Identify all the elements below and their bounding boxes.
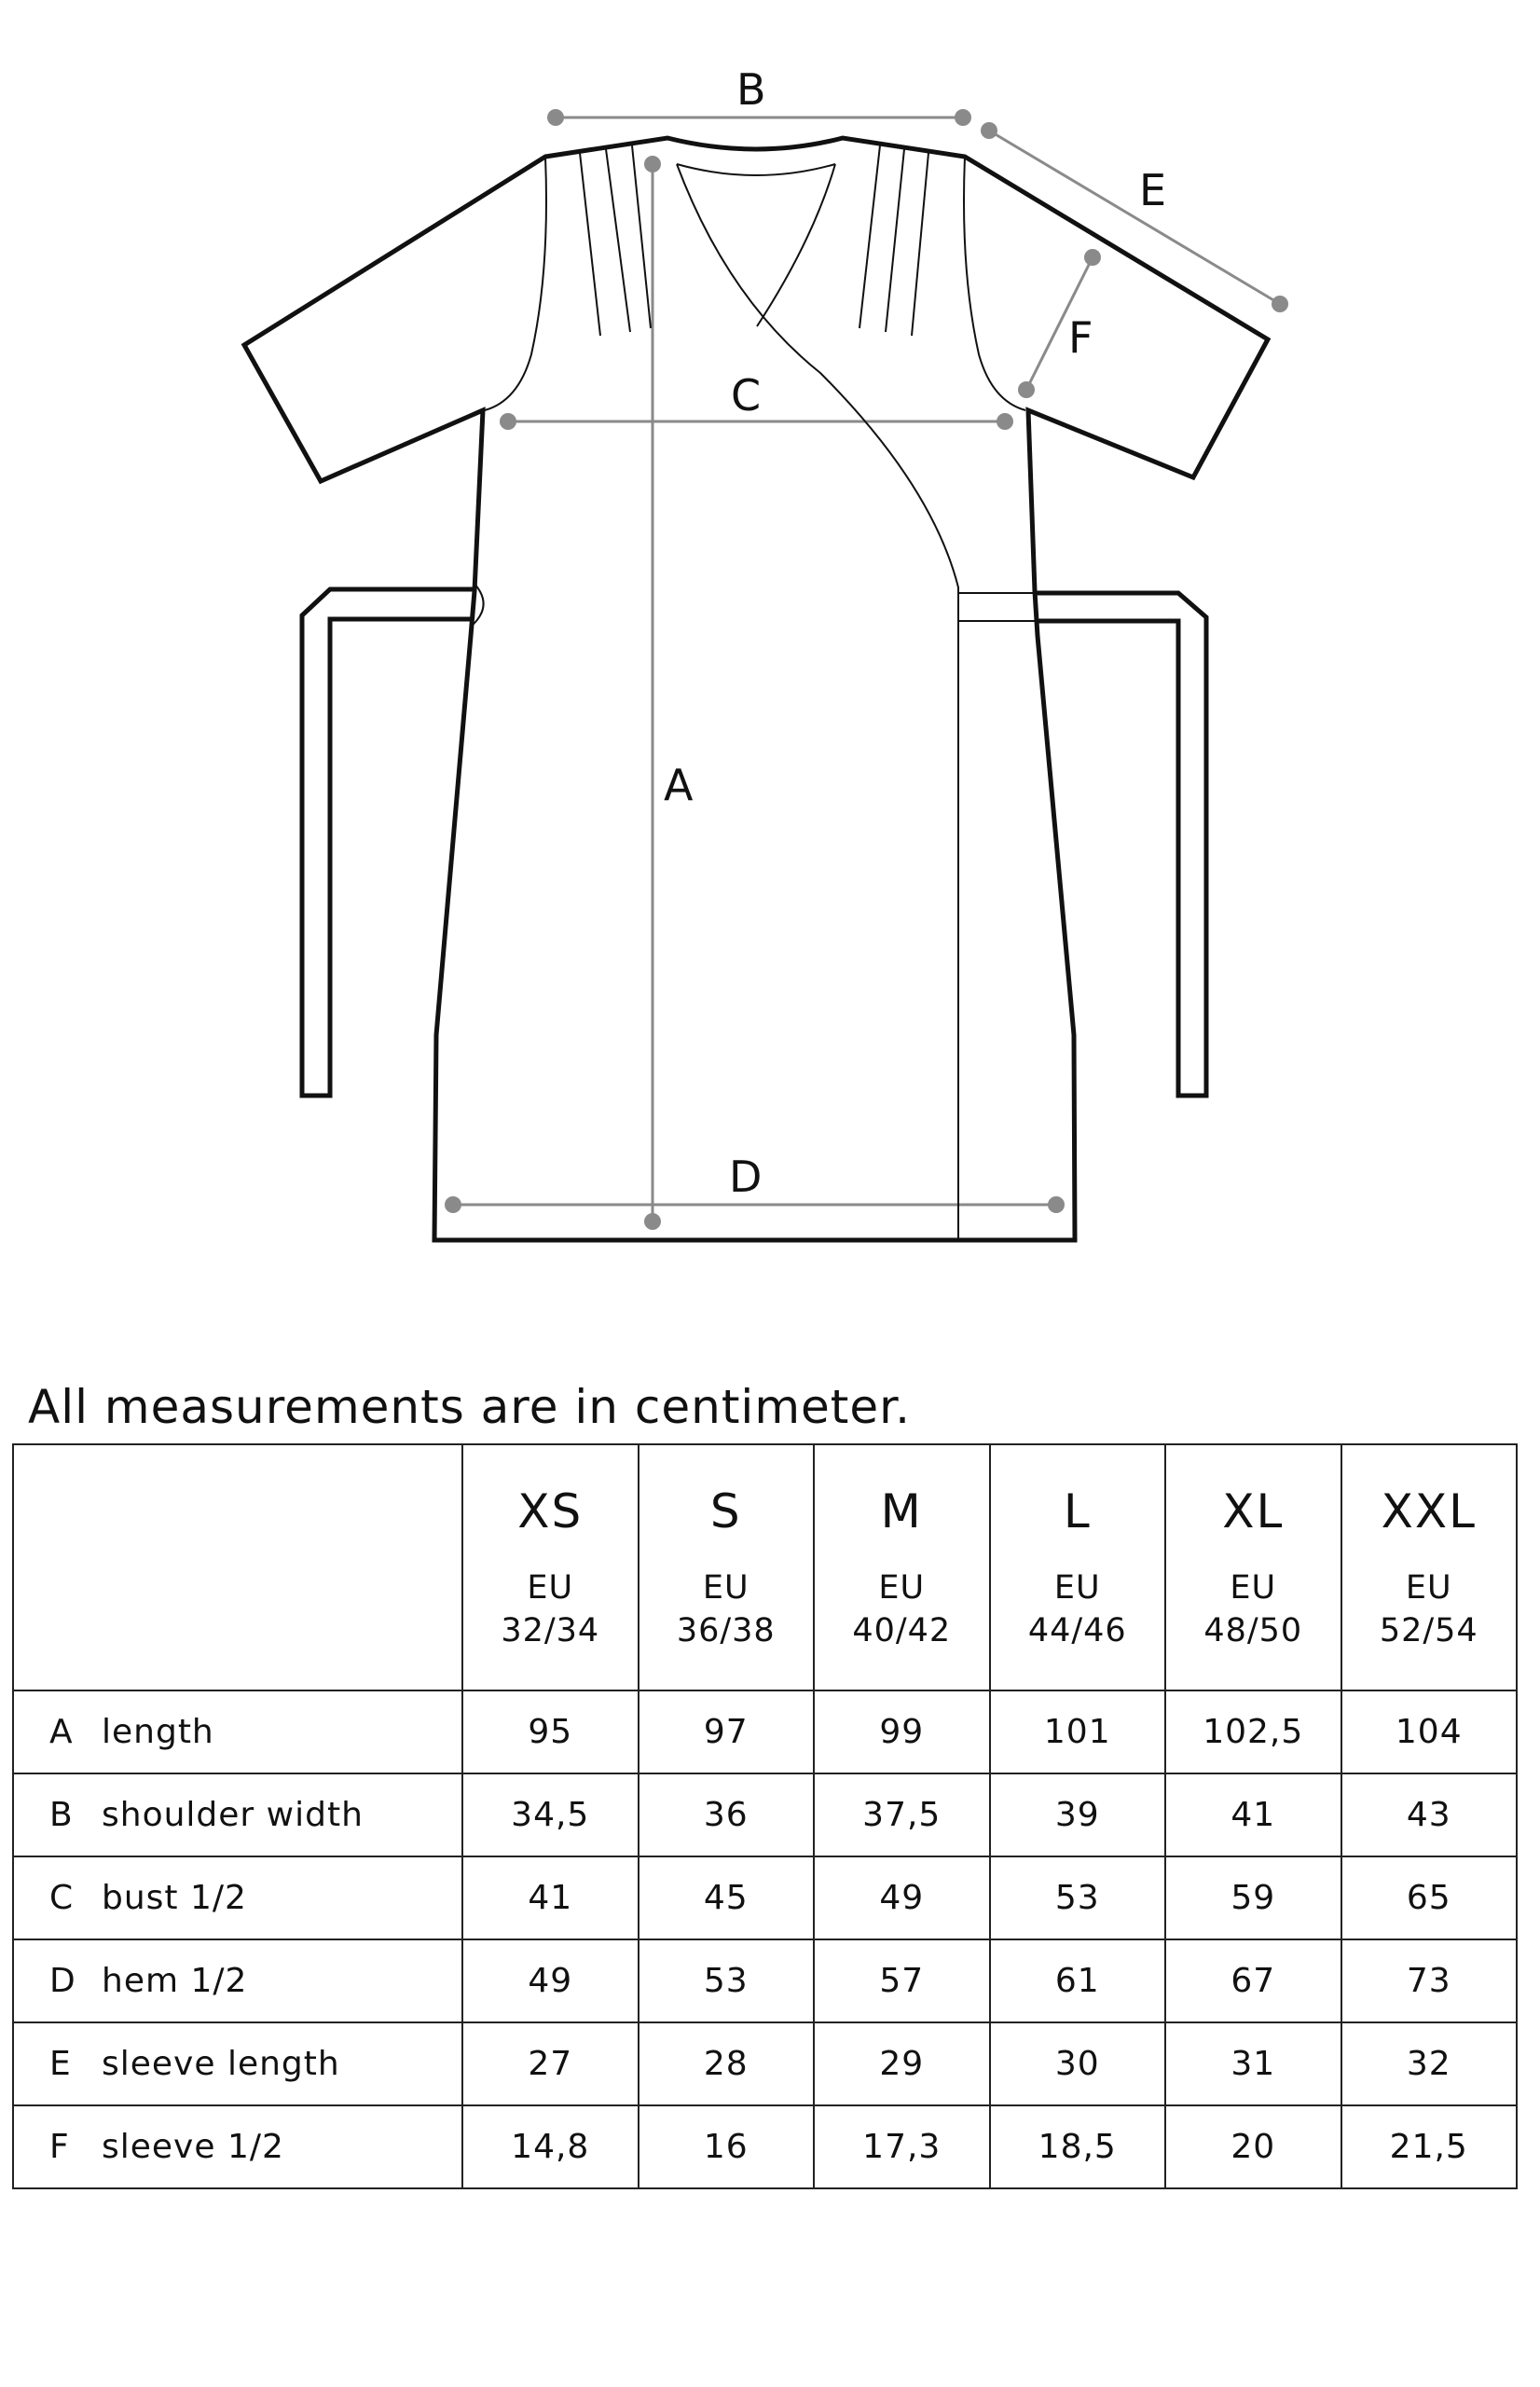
table-cell: 95 xyxy=(462,1690,639,1773)
measure-point xyxy=(500,413,516,430)
table-cell: 14,8 xyxy=(462,2105,639,2188)
table-cell: 28 xyxy=(639,2022,815,2105)
table-cell: 61 xyxy=(990,1939,1166,2022)
table-cell: 21,5 xyxy=(1341,2105,1518,2188)
label-d: D xyxy=(729,1152,763,1202)
size-header xyxy=(1341,1444,1518,1690)
neckline-inner xyxy=(677,164,835,175)
table-cell: 29 xyxy=(814,2022,990,2105)
measure-point xyxy=(955,109,971,126)
row-label: bust 1/2 xyxy=(102,1879,247,1917)
measurement-note: All measurements are in centimeter. xyxy=(28,1380,912,1434)
size-header xyxy=(639,1444,815,1690)
table-cell: 102,5 xyxy=(1165,1690,1341,1773)
dress-outline xyxy=(244,138,1268,1240)
size-header xyxy=(1165,1444,1341,1690)
pleat-lines-right xyxy=(859,145,928,336)
row-label: sleeve length xyxy=(102,2045,340,2083)
size-header xyxy=(990,1444,1166,1690)
armhole-left xyxy=(485,157,546,410)
label-a: A xyxy=(664,760,694,810)
row-label: length xyxy=(102,1713,214,1751)
size-eu xyxy=(1166,1566,1341,1652)
size-eu xyxy=(815,1566,989,1652)
table-cell: 37,5 xyxy=(814,1773,990,1856)
table-cell: 17,3 xyxy=(814,2105,990,2188)
size-name: S xyxy=(709,1484,742,1538)
eu-prefix: EU xyxy=(1053,1569,1101,1607)
row-label-cell xyxy=(13,2022,462,2105)
eu-range: 36/38 xyxy=(676,1612,776,1649)
measure-point xyxy=(547,109,564,126)
wrap-edge-under xyxy=(757,164,835,326)
table-row xyxy=(13,1856,1517,1939)
eu-prefix: EU xyxy=(1405,1569,1452,1607)
table-cell: 20 xyxy=(1165,2105,1341,2188)
size-eu xyxy=(463,1566,638,1652)
row-letter: A xyxy=(49,1713,74,1751)
eu-range: 32/34 xyxy=(501,1612,600,1649)
size-name: XS xyxy=(517,1484,584,1538)
table-cell: 18,5 xyxy=(990,2105,1166,2188)
table-cell: 34,5 xyxy=(462,1773,639,1856)
size-eu xyxy=(991,1566,1165,1652)
size-eu xyxy=(639,1566,814,1652)
measure-line-e xyxy=(989,131,1280,304)
label-b: B xyxy=(736,64,766,115)
table-cell: 43 xyxy=(1341,1773,1518,1856)
row-letter: C xyxy=(49,1879,75,1917)
table-cell: 65 xyxy=(1341,1856,1518,1939)
size-name: L xyxy=(1063,1484,1092,1538)
table-row xyxy=(13,1690,1517,1773)
table-cell: 101 xyxy=(990,1690,1166,1773)
size-header xyxy=(814,1444,990,1690)
table-cell: 49 xyxy=(462,1939,639,2022)
sash-left xyxy=(302,589,473,1096)
row-letter: D xyxy=(49,1962,76,2000)
row-label: shoulder width xyxy=(102,1796,364,1834)
table-cell: 45 xyxy=(639,1856,815,1939)
row-label-cell xyxy=(13,1939,462,2022)
measure-point xyxy=(445,1196,461,1213)
table-cell: 73 xyxy=(1341,1939,1518,2022)
table-cell: 49 xyxy=(814,1856,990,1939)
table-cell: 59 xyxy=(1165,1856,1341,1939)
size-eu xyxy=(1342,1566,1517,1652)
measure-point xyxy=(1018,381,1035,398)
sash-right xyxy=(1033,593,1206,1096)
table-cell: 39 xyxy=(990,1773,1166,1856)
eu-range: 40/42 xyxy=(852,1612,952,1649)
row-label-cell xyxy=(13,1690,462,1773)
eu-prefix: EU xyxy=(878,1569,926,1607)
table-cell: 99 xyxy=(814,1690,990,1773)
eu-range: 48/50 xyxy=(1203,1612,1303,1649)
measure-point xyxy=(981,122,997,139)
row-letter: B xyxy=(49,1796,74,1834)
row-label: hem 1/2 xyxy=(102,1962,248,2000)
table-cell: 16 xyxy=(639,2105,815,2188)
size-header xyxy=(462,1444,639,1690)
measure-point xyxy=(1272,296,1288,312)
table-cell: 27 xyxy=(462,2022,639,2105)
row-label: sleeve 1/2 xyxy=(102,2128,284,2166)
table-cell: 32 xyxy=(1341,2022,1518,2105)
eu-range: 44/46 xyxy=(1027,1612,1127,1649)
table-cell: 30 xyxy=(990,2022,1166,2105)
label-f: F xyxy=(1068,312,1093,363)
row-label-cell xyxy=(13,1856,462,1939)
size-table xyxy=(12,1443,1518,2189)
table-cell: 53 xyxy=(990,1856,1166,1939)
header-corner xyxy=(13,1444,462,1690)
table-row xyxy=(13,1939,1517,2022)
eu-prefix: EU xyxy=(527,1569,574,1607)
eu-prefix: EU xyxy=(702,1569,749,1607)
table-cell: 31 xyxy=(1165,2022,1341,2105)
pleat-lines-left xyxy=(580,145,651,336)
measure-point xyxy=(1084,249,1101,266)
table-cell: 41 xyxy=(1165,1773,1341,1856)
armhole-right xyxy=(964,157,1025,410)
eu-range: 52/54 xyxy=(1379,1612,1478,1649)
size-name: XL xyxy=(1222,1484,1285,1538)
eu-prefix: EU xyxy=(1230,1569,1277,1607)
size-header-row xyxy=(13,1444,1517,1690)
measure-point xyxy=(1048,1196,1065,1213)
measure-point xyxy=(644,1213,661,1230)
table-row xyxy=(13,2105,1517,2188)
row-label-cell xyxy=(13,1773,462,1856)
table-cell: 57 xyxy=(814,1939,990,2022)
waist-band xyxy=(958,593,1038,621)
size-name: M xyxy=(880,1484,923,1538)
label-c: C xyxy=(731,370,762,421)
table-cell: 41 xyxy=(462,1856,639,1939)
table-cell: 104 xyxy=(1341,1690,1518,1773)
wrap-edge-front xyxy=(677,164,958,1240)
row-letter: F xyxy=(49,2128,70,2166)
table-cell: 97 xyxy=(639,1690,815,1773)
table-row xyxy=(13,1773,1517,1856)
row-label-cell xyxy=(13,2105,462,2188)
table-cell: 53 xyxy=(639,1939,815,2022)
size-name: XXL xyxy=(1381,1484,1477,1538)
table-cell: 67 xyxy=(1165,1939,1341,2022)
row-letter: E xyxy=(49,2045,72,2083)
table-row xyxy=(13,2022,1517,2105)
measure-point xyxy=(644,156,661,172)
table-cell: 36 xyxy=(639,1773,815,1856)
measure-point xyxy=(997,413,1013,430)
label-e: E xyxy=(1139,165,1167,215)
